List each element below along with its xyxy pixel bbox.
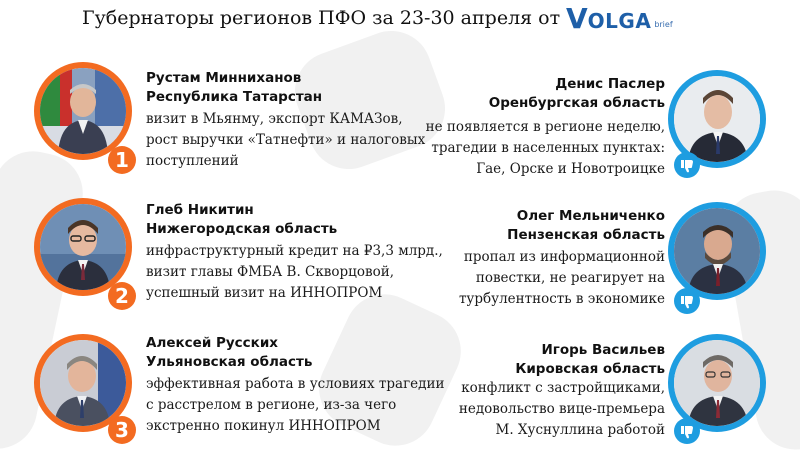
portrait-photo [674,208,760,294]
thumbs-down-icon [674,288,700,314]
rank-badge: 3 [108,416,136,444]
governor-region: Пензенская область [507,227,665,243]
governor-description: эффективная работа в условиях трагедии с расстрелом в регионе, из-за чего экстренно покинул ИННОПРОМ [146,376,445,434]
thumbs-down-icon [674,152,700,178]
rank-badge: 1 [108,146,136,174]
thumbs-down-icon [674,418,700,444]
governor-description: визит в Мьянму, экспорт КАМАЗов, рост выручки «Татнефти» и налоговых поступлений [146,111,426,169]
governor-name: Глеб Никитин [146,202,254,218]
governor-name: Игорь Васильев [541,342,665,358]
governor-region: Республика Татарстан [146,89,323,105]
volga-brief-logo: V OLGA brief [566,2,673,35]
governor-name: Олег Мельниченко [516,208,665,224]
avatar [668,202,766,300]
governor-description: инфраструктурный кредит на ₽3,3 млрд., визит главы ФМБА В. Скворцовой, успешный визит на ИННОПРОМ [146,243,443,301]
governor-region: Оренбургская область [488,95,665,111]
portrait-photo [40,340,126,426]
governor-name: Денис Паслер [555,76,665,92]
governor-name: Рустам Минниханов [146,70,302,86]
page-title: Губернаторы регионов ПФО за 23-30 апреля от [82,7,561,29]
governor-region: Кировская область [515,361,665,377]
governor-description: пропал из информационной повестки, не реагирует на турбулентность в экономике [458,249,665,307]
portrait-photo [40,204,126,290]
governor-region: Ульяновская область [146,354,313,370]
governor-name: Алексей Русских [146,335,279,351]
governor-region: Нижегородская область [146,221,338,237]
avatar [34,62,132,160]
governor-description: конфликт с застройщиками, недовольство вице-премьера М. Хуснуллина работой [458,380,665,438]
portrait-photo [674,340,760,426]
portrait-photo [674,76,760,162]
portrait-photo [40,68,126,154]
avatar [34,198,132,296]
rank-badge: 2 [108,282,136,310]
governor-description: не появляется в регионе неделю, трагедии в населенных пунктах: Гае, Орске и Новотроицке [425,119,665,177]
